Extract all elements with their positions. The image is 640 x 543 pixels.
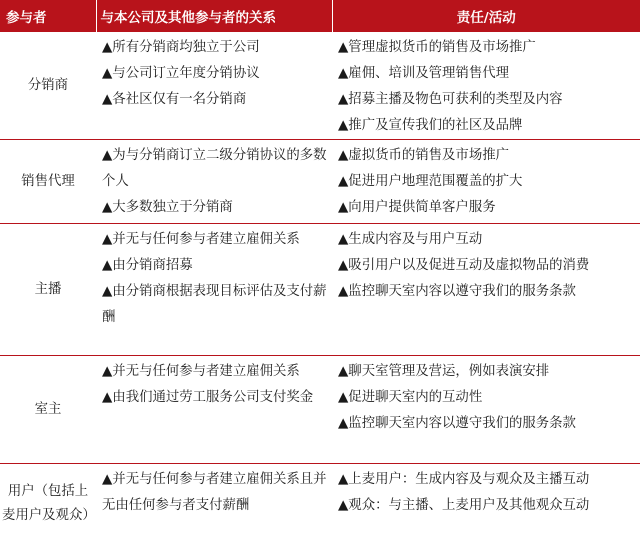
role-cell [0,464,96,543]
duty-item: ▲管理虚拟货币的销售及市场推广 [338,35,636,61]
role-label: 用户（包括上麦用户及观众） [2,484,96,523]
relationship-item: ▲由分销商根据表现目标评估及支付薪酬 [102,279,328,331]
role-label: 销售代理 [21,174,75,189]
duty-cell [332,464,640,543]
relationship-item: ▲并无与任何参与者建立雇佣关系 [102,227,328,253]
duty-cell [332,356,640,464]
relationship-item: ▲并无与任何参与者建立雇佣关系 [102,359,328,385]
header-duties: 责任/活动 [332,0,640,32]
duty-item: ▲聊天室管理及营运，例如表演安排 [338,359,636,385]
duty-item: ▲上麦用户：生成内容及与观众及主播互动 [338,467,636,493]
table-row [0,140,640,224]
header-relationship: 与本公司及其他参与者的关系 [96,0,332,32]
relationship-item: ▲大多数独立于分销商 [102,195,328,221]
role-label: 室主 [35,402,62,417]
role-cell [0,140,96,224]
table-row [0,464,640,543]
duty-item: ▲推广及宣传我们的社区及品牌 [338,113,636,139]
duty-cell [332,224,640,356]
table-row [0,32,640,140]
duty-item: ▲促进聊天室内的互动性 [338,385,636,411]
relationship-cell [96,464,332,543]
duty-item: ▲招募主播及物色可获利的类型及内容 [338,87,636,113]
duty-item: ▲促进用户地理范围覆盖的扩大 [338,169,636,195]
duty-item: ▲向用户提供简单客户服务 [338,195,636,221]
role-cell [0,32,96,140]
relationship-item: ▲与公司订立年度分销协议 [102,61,328,87]
duty-item: ▲虚拟货币的销售及市场推广 [338,143,636,169]
table-header-row [0,0,640,32]
table-row [0,224,640,356]
duty-item: ▲吸引用户以及促进互动及虚拟物品的消费 [338,253,636,279]
relationship-item: ▲所有分销商均独立于公司 [102,35,328,61]
role-label: 主播 [35,282,62,297]
relationship-cell [96,224,332,356]
role-label: 分销商 [28,78,68,93]
table-row [0,356,640,464]
role-cell [0,224,96,356]
relationship-cell [96,140,332,224]
duty-item: ▲监控聊天室内容以遵守我们的服务条款 [338,279,636,305]
relationship-cell [96,32,332,140]
relationship-item: ▲并无与任何参与者建立雇佣关系且并无由任何参与者支付薪酬 [102,467,328,519]
duty-item: ▲生成内容及与用户互动 [338,227,636,253]
duty-cell [332,32,640,140]
relationship-item: ▲由我们通过劳工服务公司支付奖金 [102,385,328,411]
header-participant: 参与者 [0,0,96,32]
relationship-item: ▲各社区仅有一名分销商 [102,87,328,113]
relationship-item: ▲为与分销商订立二级分销协议的多数个人 [102,143,328,195]
duty-item: ▲雇佣、培训及管理销售代理 [338,61,636,87]
duty-item: ▲观众：与主播、上麦用户及其他观众互动 [338,493,636,519]
relationship-cell [96,356,332,464]
duty-cell [332,140,640,224]
relationship-item: ▲由分销商招募 [102,253,328,279]
duty-item: ▲监控聊天室内容以遵守我们的服务条款 [338,411,636,437]
role-cell [0,356,96,464]
